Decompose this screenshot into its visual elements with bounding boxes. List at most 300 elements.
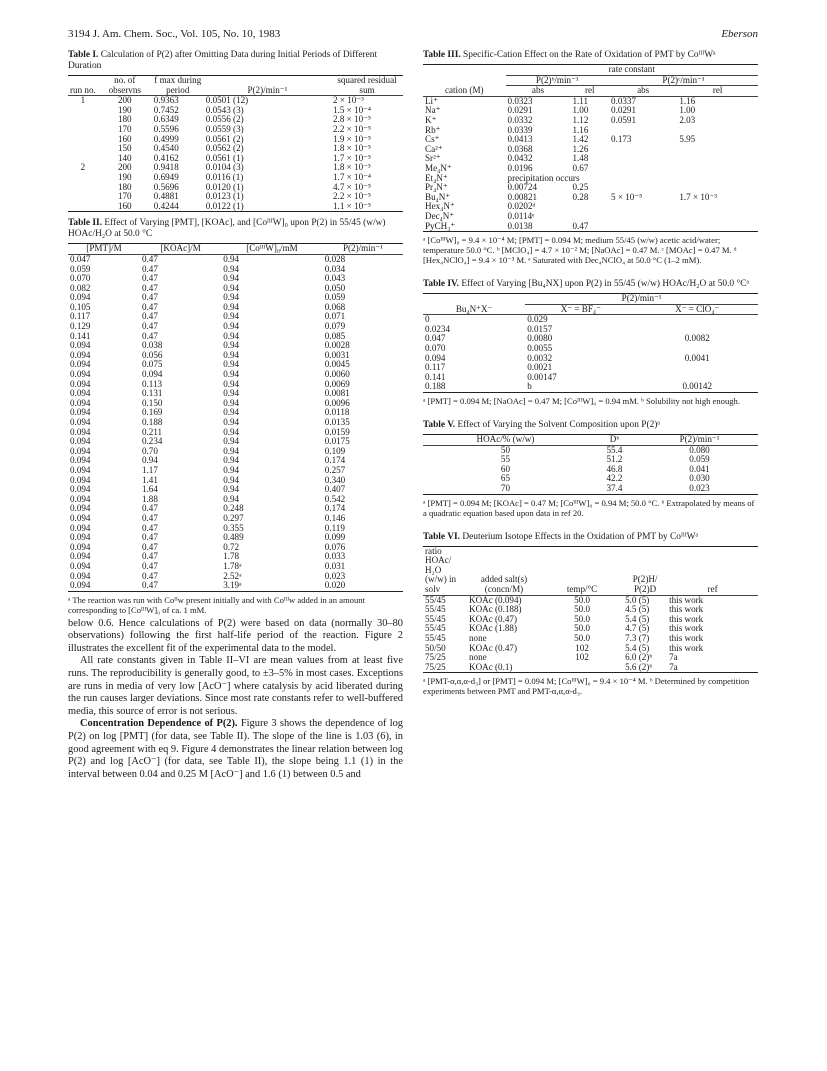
column-header: abs	[637, 85, 650, 96]
table-cell: 0.094	[70, 397, 91, 408]
table-cell: Pr₄N⁺	[425, 182, 448, 193]
column-header: P(2)H/ P(2)D	[632, 574, 658, 594]
column-header: added salt(s) (concn/M)	[480, 574, 528, 594]
table-cell: 7.3 (7)	[625, 632, 650, 643]
table-cell: 0.117	[70, 311, 91, 322]
table-cell: 0.094	[70, 292, 91, 303]
table-cell: 0.7452	[153, 104, 179, 115]
table-cell: 0.4540	[153, 143, 179, 154]
column-header: f max during period	[154, 75, 202, 95]
table-5-footnote: ᵃ [PMT] = 0.094 M; [KOAc] = 0.47 M; [CoᴵᴵᴵW]₀ = 0.94 M; 50.0 °C. ᵇ Extrapolated by means of a quadratic equation based upon data in ref 20.	[423, 497, 755, 518]
table-row	[423, 382, 758, 392]
column-header: cation (M)	[444, 85, 484, 96]
table-cell: 0.47	[141, 301, 158, 312]
table-cell	[68, 202, 98, 212]
table-cell: 65	[500, 473, 510, 484]
table-cell: 0.0114ᵉ	[507, 210, 535, 221]
table-cell: 0.0138	[507, 220, 533, 231]
table-cell: 0.94	[223, 263, 240, 274]
table-cell: 0.150	[141, 397, 163, 408]
table-cell: 50.0	[574, 613, 590, 624]
table-cell: 1.8 × 10⁻⁵	[333, 143, 372, 154]
table-cell: 102	[575, 642, 589, 653]
table-cell: 0.94	[223, 397, 240, 408]
table-cell: KOAc (0.1)	[469, 661, 513, 672]
table-cell: 0.0339	[507, 124, 533, 135]
table-header-row	[423, 304, 758, 315]
table-cell: 0.0432	[507, 153, 533, 164]
table-cell: 1.64	[141, 484, 158, 495]
table-cell: 0.94	[223, 301, 240, 312]
table-cell: 0.059	[689, 454, 710, 465]
table-row	[423, 484, 758, 494]
table-cell: 1.7 × 10⁻⁵	[333, 152, 372, 163]
table-cell: 50.0	[574, 604, 590, 615]
table-cell: 2.52ᵃ	[223, 570, 242, 581]
table-cell: 0.041	[689, 463, 710, 474]
table-cell: 4.5 (5)	[625, 604, 650, 615]
table-cell: 170	[117, 191, 132, 202]
table-cell: 1.5 × 10⁻⁴	[333, 104, 372, 115]
table-cell: 0.94	[223, 321, 240, 332]
table-cell: Ca²⁺	[425, 143, 443, 154]
table-cell: 0.5596	[153, 123, 179, 134]
column-header: [KOAc]/M	[160, 243, 201, 254]
table-cell: 55/45	[425, 594, 446, 605]
table-cell: 1.8 × 10⁻³	[333, 162, 371, 173]
table-cell: 0.94	[223, 445, 240, 456]
table-cell: 0.94	[223, 292, 240, 303]
table-cell: 0.094	[70, 436, 91, 447]
table-cell: 0.542	[324, 493, 346, 504]
table-cell: 0.0337	[611, 95, 637, 106]
table-cell: KOAc (0.47)	[469, 642, 517, 653]
table-cell: 150	[117, 143, 132, 154]
table-cell	[677, 212, 758, 222]
table-cell: 0.47	[141, 321, 158, 332]
table-2-grid	[68, 243, 403, 591]
table-cell: 0.47	[141, 551, 158, 562]
table-cell: 0.47	[141, 560, 158, 571]
table-row	[423, 222, 758, 232]
table-cell: 0.076	[324, 541, 346, 552]
table-cell: 0.0332	[507, 114, 533, 125]
column-header: run no.	[70, 84, 96, 95]
table-cell	[541, 663, 623, 673]
table-cell: 1.00	[572, 105, 589, 116]
table-cell: 55/45	[425, 604, 446, 615]
table-cell: 170	[117, 123, 132, 134]
table-cell: 0.173	[611, 134, 632, 145]
table-row	[68, 254, 403, 264]
column-header: X⁻ = ClO₄⁻	[675, 303, 720, 314]
table-cell: K⁺	[425, 114, 437, 125]
table-cell: 0.94	[223, 455, 240, 466]
table-cell: 0.174	[324, 503, 346, 514]
table-cell: 0.340	[324, 474, 346, 485]
section-heading: Concentration Dependence of P(2).	[80, 718, 238, 730]
table-cell: 0.0028	[324, 340, 350, 351]
table-cell: 0.234	[141, 436, 163, 447]
table-cell: 0.094	[70, 580, 91, 591]
table-cell: 0.489	[223, 532, 244, 543]
table-cell: 75/25	[425, 652, 446, 663]
table-cell: 0.0118	[324, 407, 350, 418]
table-cell: 0.47	[141, 282, 158, 293]
table-cell: 0.094	[70, 532, 91, 543]
table-cell: 0.0045	[324, 359, 350, 370]
table-cell: 0.67	[572, 162, 589, 173]
table-cell: 0.0234	[425, 323, 451, 334]
table-cell: 0.0157	[527, 323, 553, 334]
table-cell: 0.0120 (1)	[205, 181, 244, 192]
column-header: rel	[712, 85, 723, 96]
table-cell: Me₄N⁺	[425, 162, 452, 173]
table-row	[423, 663, 758, 673]
table-cell: this work	[669, 623, 704, 634]
table-cell	[68, 125, 98, 135]
table-cell: 0.47	[141, 532, 158, 543]
table-cell: 0.0080	[527, 333, 553, 344]
table-cell: 0.0368	[507, 143, 533, 154]
table-cell: 0.094	[70, 340, 91, 351]
table-cell: 0.94	[223, 474, 240, 485]
table-cell: 0.0135	[324, 417, 350, 427]
table-cell	[68, 144, 98, 154]
table-cell: 0.085	[324, 330, 346, 341]
table-cell: 2.8 × 10⁻⁵	[333, 114, 372, 125]
table-cell: b	[527, 381, 532, 392]
table-cell: 0.0116 (1)	[205, 171, 244, 182]
table-cell: 140	[117, 152, 132, 163]
table-cell	[677, 145, 758, 155]
table-row	[423, 202, 758, 212]
table-cell: 2 × 10⁻³	[333, 95, 364, 106]
author-name: Eberson	[721, 28, 758, 40]
table-cell: 5.6 (2)ᵇ	[625, 661, 653, 672]
group-header: P(2)ᶜ/min⁻¹	[609, 75, 758, 86]
table-cell: 0.94	[223, 330, 240, 341]
table-cell: 0.4999	[153, 133, 179, 144]
column-header: squared residual sum	[337, 75, 397, 95]
table-cell: 0.4244	[153, 200, 179, 211]
table-cell: 50.0	[574, 623, 590, 634]
table-cell	[68, 106, 98, 116]
table-cell: Et₄N⁺	[425, 172, 448, 183]
table-cell: 0.94	[223, 493, 240, 504]
table-cell: 0.119	[324, 522, 345, 533]
table-2-body	[68, 254, 403, 591]
table-cell: 0.47	[141, 253, 158, 264]
table-cell: 1.42	[572, 134, 589, 145]
table-1	[68, 50, 403, 212]
table-cell: 2	[80, 162, 86, 173]
table-cell: 0.94	[223, 464, 240, 475]
table-cell: 102	[575, 652, 589, 663]
table-cell: 55	[500, 454, 510, 465]
table-cell: 0.094	[70, 484, 91, 495]
column-header: temp/°C	[566, 583, 598, 594]
table-cell: 0.70	[141, 445, 158, 456]
table-cell: 1.48	[572, 153, 589, 164]
table-cell: 0.068	[324, 301, 346, 312]
table-cell: 0.075	[141, 359, 163, 370]
table-header-row	[68, 76, 403, 96]
table-cell: 0.94	[223, 417, 240, 427]
column-header: P(2)/min⁻¹	[679, 434, 720, 445]
table-4-caption: Table IV. Effect of Varying [Bu₄NX] upon P(2) in 55/45 (w/w) HOAc/H₂O at 50.0 °Cᵃ	[423, 279, 750, 290]
table-cell: 0.094	[70, 359, 91, 370]
table-cell: none	[469, 632, 487, 643]
table-cell: 0.94	[223, 378, 240, 389]
table-1-body	[68, 96, 403, 212]
column-header: Bu₄N⁺X⁻	[455, 303, 493, 314]
table-cell	[677, 154, 758, 164]
table-cell	[609, 212, 677, 222]
table-cell: 0.094	[70, 464, 91, 475]
table-cell: 0.47	[141, 273, 158, 284]
table-cell: 0.059	[70, 263, 91, 274]
table-cell: 42.2	[606, 473, 623, 484]
paragraph: below 0.6. Hence calculations of P(2) were based on data (normally 30–80 observations) following the first half-life period of the reaction. Figure 2 illustrates the excellent fit of the experimental data to the model.	[68, 617, 403, 654]
column-header: ratio HOAc/ H₂O (w/w) in solv	[425, 545, 457, 594]
table-cell: 1.16	[679, 95, 696, 106]
table-cell: 0.0175	[324, 436, 350, 447]
table-cell: 0.47	[141, 330, 158, 341]
table-cell: PyCH₃⁺	[425, 220, 456, 231]
table-cell: 0.407	[324, 484, 346, 495]
table-cell: 0.0021	[527, 362, 553, 373]
table-4-body	[423, 315, 758, 393]
table-cell: 5.4 (5)	[625, 642, 650, 653]
table-cell: 6.0 (2)ᵇ	[625, 652, 653, 663]
table-cell: 0.031	[324, 560, 346, 571]
table-cell: 1.41	[141, 474, 158, 485]
table-cell: 70	[500, 483, 510, 493]
table-cell: 37.4	[606, 483, 623, 493]
table-cell: 200	[117, 162, 132, 173]
table-cell: 0.0413	[507, 134, 533, 145]
table-cell: 1.78	[223, 551, 240, 562]
table-cell: 0.117	[425, 362, 446, 373]
table-header-row	[423, 435, 758, 446]
table-cell	[636, 315, 758, 325]
table-cell: 2.2 × 10⁻⁵	[333, 123, 372, 134]
table-cell: 0.0291	[611, 105, 637, 116]
table-cell: 0.0069	[324, 378, 350, 389]
table-cell: this work	[669, 604, 704, 615]
table-cell: 0.355	[223, 522, 244, 533]
table-5-caption: Table V. Effect of Varying the Solvent Composition upon P(2)ᵃ	[423, 420, 660, 431]
table-cell: 0.079	[324, 321, 346, 332]
table-cell: 2.2 × 10⁻⁵	[333, 191, 372, 202]
table-6	[423, 532, 758, 697]
table-cell: 0.043	[324, 273, 346, 284]
table-cell: 0.109	[324, 445, 346, 456]
table-cell: 0.070	[70, 273, 91, 284]
table-header-row	[423, 546, 758, 595]
table-cell: 0.9418	[153, 162, 179, 173]
table-cell	[68, 135, 98, 145]
table-cell: 0.082	[70, 282, 91, 293]
table-cell: 55.4	[606, 444, 623, 455]
table-cell: 1.88	[141, 493, 158, 504]
table-cell: 0.056	[141, 349, 163, 360]
table-cell	[677, 164, 758, 174]
table-5	[423, 420, 758, 518]
table-header-row	[68, 244, 403, 255]
table-cell: 0.023	[324, 570, 346, 581]
table-cell: 55/45	[425, 632, 446, 643]
table-cell: 0.211	[141, 426, 163, 437]
table-header-row	[423, 86, 758, 97]
table-1-caption: Table I. Calculation of P(2) after Omitting Data during Initial Periods of Different Duration	[68, 50, 378, 71]
table-cell: 0.146	[324, 512, 346, 523]
journal-citation: 3194 J. Am. Chem. Soc., Vol. 105, No. 10, 1983	[68, 28, 281, 40]
table-cell: 190	[117, 104, 132, 115]
table-3	[423, 50, 758, 265]
table-2-caption: Table II. Effect of Varying [PMT], [KOAc], and [CoᴵᴵᴵW]₀ upon P(2) in 55/45 (w/w) HOAc/H₂O at 50.0 °C	[68, 218, 386, 240]
table-row	[423, 193, 758, 203]
table-cell: 0.113	[141, 378, 163, 389]
table-cell	[677, 202, 758, 212]
paragraph: All rate constants given in Table II–VI are mean values from at least five runs. The reproducibility is generally good, to ±3–5% in most cases. Exceptions are runs in media of very low [AcO⁻] where catalysis by acid liberated during the run causes larger deviations. Since most rate constants refer to well-buffered media, this source of error is not serious.	[68, 655, 403, 717]
table-cell: 0.094	[70, 570, 91, 581]
table-cell: 0.020	[324, 580, 346, 591]
table-cell: KOAc (0.094)	[469, 594, 522, 605]
table-cell: Cs⁺	[425, 134, 440, 145]
column-header: rel	[584, 85, 595, 96]
column-header: no. of observns	[108, 75, 141, 95]
table-cell: 5.0 (5)	[625, 594, 650, 605]
table-6-caption: Table VI. Deuterium Isotope Effects in the Oxidation of PMT by CoᴵᴵᴵWᵃ	[423, 531, 699, 542]
table-cell: 0.47	[141, 541, 158, 552]
table-cell: 0.0081	[324, 388, 350, 399]
table-row	[423, 145, 758, 155]
table-cell: 0.0559 (3)	[205, 123, 244, 134]
column-header: abs	[531, 85, 545, 96]
table-cell: 180	[117, 181, 132, 192]
table-cell: 0.94	[223, 253, 240, 264]
table-cell: 1.12	[572, 114, 589, 125]
table-cell: 0.94	[223, 426, 240, 437]
table-4	[423, 279, 758, 406]
table-cell: 0.94	[223, 311, 240, 322]
table-cell: 0.094	[70, 445, 91, 456]
table-3-caption: Table III. Specific-Cation Effect on the Rate of Oxidation of PMT by CoᴵᴵᴵWᵃ	[423, 50, 716, 60]
table-cell: 0.0196	[507, 162, 533, 173]
table-cell	[677, 222, 758, 232]
table-row	[423, 334, 758, 344]
column-header: ref	[707, 583, 718, 594]
table-3-grid	[423, 64, 758, 232]
table-cell: 0.47	[141, 512, 158, 523]
table-cell: 0.028	[324, 253, 346, 264]
table-row	[423, 96, 758, 106]
table-cell: 1.1 × 10⁻⁵	[333, 200, 372, 211]
table-cell: 50/50	[425, 642, 446, 653]
table-cell: 0.094	[70, 455, 91, 466]
table-cell: 1.9 × 10⁻⁵	[333, 133, 372, 144]
table-cell	[68, 173, 98, 183]
table-cell: 0.129	[70, 321, 91, 332]
table-cell: 190	[117, 171, 132, 182]
table-cell: 0	[425, 314, 430, 325]
table-cell: 0.0123 (1)	[205, 191, 244, 202]
table-6-footnote: ᵃ [PMT-α,α,α-d₃] or [PMT] = 0.094 M; [CoᴵᴵᴵW]₀ = 9.4 × 10⁻⁴ M. ᵇ Determined by competition experiments between PMT and PMT-α,α,α-d₃.	[423, 676, 750, 697]
table-cell	[609, 164, 677, 174]
table-cell: 0.174	[324, 455, 346, 466]
table-cell: 0.070	[425, 343, 446, 354]
table-row	[423, 354, 758, 364]
table-cell: 0.00821	[507, 191, 538, 202]
table-6-grid	[423, 546, 758, 674]
table-cell: 0.094	[70, 512, 91, 523]
table-cell: 0.030	[689, 473, 710, 484]
table-cell: 0.47	[141, 263, 158, 274]
table-cell: 0.0032	[527, 352, 553, 363]
table-row	[68, 202, 403, 212]
table-cell: 0.105	[70, 301, 91, 312]
table-cell: 0.023	[689, 483, 710, 493]
table-cell	[636, 363, 758, 373]
group-header: P(2)ᵇ/min⁻¹	[506, 75, 610, 86]
table-cell: 0.0060	[324, 369, 350, 380]
table-cell: this work	[669, 613, 704, 624]
table-cell: 55/45	[425, 613, 446, 624]
table-cell: Rb⁺	[425, 124, 441, 135]
table-cell: 0.0031	[324, 349, 350, 360]
table-cell: 0.050	[324, 282, 346, 293]
table-cell	[68, 183, 98, 193]
table-cell: 55/45	[425, 623, 446, 634]
table-cell: 0.00147	[527, 371, 557, 382]
table-cell: 0.94	[223, 369, 240, 380]
table-row	[423, 174, 758, 184]
table-cell: 0.297	[223, 512, 244, 523]
column-header: [PMT]/M	[86, 243, 122, 254]
table-cell: 0.00724	[507, 182, 538, 193]
table-cell: 51.2	[606, 454, 623, 465]
table-cell: 0.094	[70, 407, 91, 418]
table-cell	[609, 222, 677, 232]
table-4-footnote: ᵃ [PMT] = 0.094 M; [NaOAc] = 0.47 M; [CoᴵᴵᴵW]₀ = 0.94 mM. ᵇ Solubility not high enough.	[423, 396, 741, 407]
table-cell: 1	[80, 95, 86, 106]
table-cell: KOAc (0.188)	[469, 604, 522, 615]
table-cell: 0.094	[70, 369, 91, 380]
table-header-row	[423, 294, 758, 305]
table-cell: Hex₄N⁺	[425, 201, 455, 212]
table-cell: 4.7 × 10⁻⁵	[333, 181, 372, 192]
table-cell: 0.47	[572, 220, 589, 231]
table-2-footnote: ᵃ The reaction was run with Coᴵᴵw present initially and with Coᴵᴵᴵw added in an amount corresponding to [CoᴵᴵᴵW]₀ of ca. 1 mM.	[68, 594, 365, 615]
table-cell: Sr²⁺	[425, 153, 441, 164]
table-4-grid	[423, 293, 758, 393]
table-cell: 0.00142	[682, 381, 713, 392]
table-cell: 0.141	[70, 330, 91, 341]
table-cell: Li⁺	[425, 95, 438, 106]
left-column	[68, 50, 403, 781]
table-cell	[609, 145, 677, 155]
table-cell: 2.03	[679, 114, 696, 125]
table-cell: 200	[117, 95, 132, 106]
table-cell: 180	[117, 114, 132, 125]
table-cell: 4.7 (5)	[625, 623, 650, 634]
table-cell: 0.0501 (12)	[205, 95, 249, 106]
table-cell: 0.94	[223, 359, 240, 370]
table-row	[423, 135, 758, 145]
table-cell: 0.94	[223, 349, 240, 360]
